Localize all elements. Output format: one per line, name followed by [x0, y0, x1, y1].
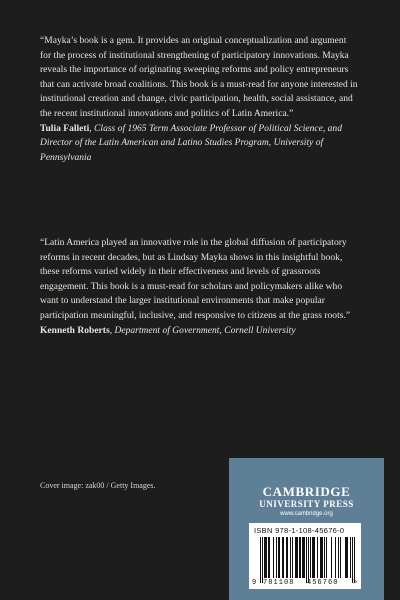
barcode-bar: [286, 537, 287, 578]
barcode-bar: [310, 537, 311, 578]
barcode-bar: [265, 537, 266, 578]
barcode-bar: [314, 537, 315, 578]
isbn-barcode-panel: [249, 523, 361, 589]
barcode-digit-lead: 9: [252, 579, 257, 587]
barcode-bar: [282, 537, 283, 578]
barcode-bar: [312, 537, 313, 578]
barcode-bar: [326, 537, 327, 578]
barcode-bar: [335, 537, 336, 578]
publisher-name: CAMBRIDGE: [262, 484, 351, 499]
barcode-bar: [354, 537, 355, 583]
barcode-bar: [322, 537, 323, 578]
barcode-bar: [331, 537, 332, 578]
review-blurb-falleti: [40, 34, 358, 165]
barcode-bar: [268, 537, 269, 578]
barcode-bar: [352, 537, 353, 583]
barcode-bar: [313, 537, 314, 578]
barcode-bar: [347, 537, 348, 578]
barcode-bar: [308, 537, 309, 583]
barcode-bar: [262, 537, 263, 583]
barcode-bar: [345, 537, 346, 578]
reviewer-name: Tulia Falleti: [40, 123, 90, 134]
reviewer-name: Kenneth Roberts: [40, 325, 110, 336]
barcode-bar: [340, 537, 341, 578]
review-attribution: [40, 324, 358, 339]
barcode-bar: [290, 537, 291, 578]
barcode-bar: [266, 537, 267, 578]
barcode-bar: [303, 537, 304, 578]
barcode-bar: [338, 537, 339, 578]
barcode-bar: [346, 537, 347, 578]
barcode-bar: [260, 537, 261, 583]
barcode-bar: [350, 537, 351, 578]
cover-image-credit: Cover image: zak00 / Getty Images.: [40, 481, 156, 490]
barcode-bar: [273, 537, 274, 578]
barcode-bar: [324, 537, 325, 578]
barcode-bar: [292, 537, 293, 578]
barcode-bar: [276, 537, 277, 578]
barcode-digit-group-2: 456760: [307, 579, 339, 587]
barcode-digit-group-1: 781108: [263, 579, 295, 587]
barcode-bar: [287, 537, 288, 578]
barcode-bar: [295, 537, 296, 578]
barcode-bar: [306, 537, 307, 583]
barcode-bar: [317, 537, 318, 578]
barcode-bar: [300, 537, 301, 578]
barcode-bar: [283, 537, 284, 578]
reviewer-affiliation: , Department of Government, Cornell University: [109, 325, 296, 336]
review-quote: “Latin America played an innovative role in the global diffusion of participatory reforms in recent decades, but as Lindsay Mayka shows in this insightful book, these reforms varied widely in their effectiveness and levels of grassroots engagement. This book is a must-read for scholars and policymakers alike who want to understand the larger institutional environments that make popular participation meaningful, inclusive, and responsive to citizens at the grass roots.”: [40, 238, 351, 321]
review-blurb-roberts: [40, 236, 358, 338]
review-attribution: [40, 122, 358, 166]
publisher-url: www.cambridge.org: [280, 511, 333, 517]
publisher-subtitle: UNIVERSITY PRESS: [259, 499, 354, 509]
reviewer-affiliation: , Class of 1965 Term Associate Professor of Political Science, and Director of the Latin American and Latino Studies Program, University of Pennsylvania: [40, 123, 342, 163]
barcode-bar: [264, 537, 265, 578]
barcode-bar: [302, 537, 303, 578]
barcode-bar: [299, 537, 300, 578]
barcode-quiet-zone-arrow: >: [353, 579, 358, 587]
barcode-bar: [321, 537, 322, 578]
barcode-bar: [297, 537, 298, 578]
barcode-bar: [304, 537, 305, 578]
review-quote: “Mayka’s book is a gem. It provides an original conceptualization and argument for the process of institutional strengthening of participatory innovations. Mayka reveals the importance of originating sweeping reforms and policy entrepreneurs that can activate broad coalitions. This book is a must-read for anyone interested in institutional creation and change, civic participation, health, social assistance, and the recent institutional innovations and politics of Latin America.”: [40, 36, 358, 119]
barcode-bar: [278, 537, 279, 578]
barcode-bar: [296, 537, 297, 578]
barcode-bar: [279, 537, 280, 578]
barcode-bar: [320, 537, 321, 578]
barcode-bar: [269, 537, 270, 578]
isbn-label: ISBN 978-1-108-45676-0: [254, 526, 345, 535]
